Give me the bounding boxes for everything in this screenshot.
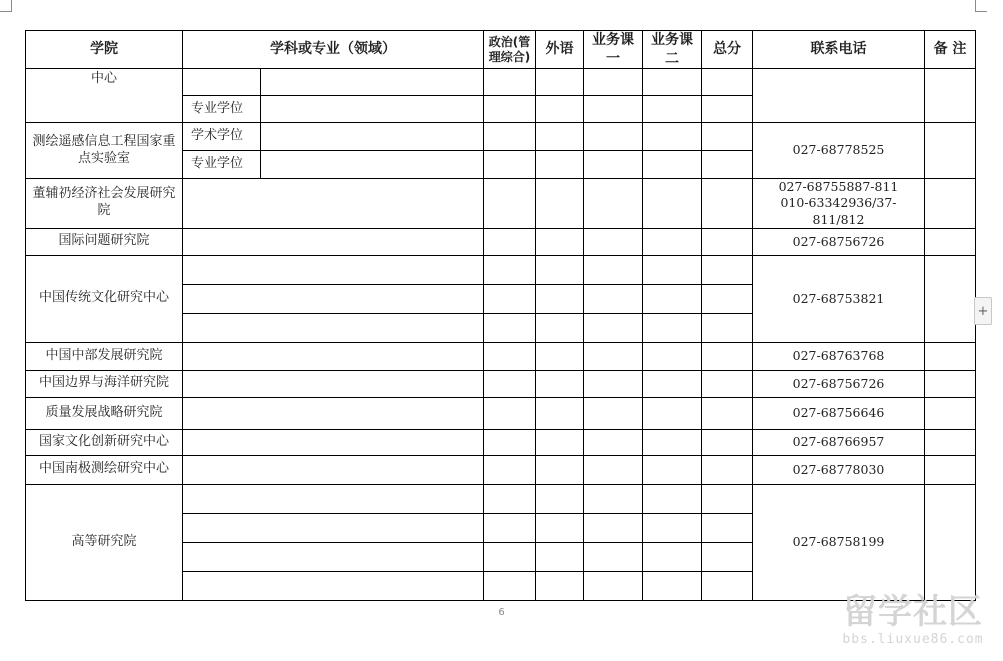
subject-cell — [261, 151, 484, 179]
header-phone: 联系电话 — [753, 31, 925, 69]
header-course2: 业务课二 — [643, 31, 702, 69]
table-row — [26, 342, 976, 370]
table-row — [26, 397, 976, 429]
header-subject: 学科或专业（领域） — [183, 31, 484, 69]
table-row — [26, 228, 976, 255]
watermark — [828, 592, 998, 658]
college-cell: 中国传统文化研究中心 — [26, 255, 183, 342]
phone-cell: 027-68756646 — [753, 397, 925, 429]
degree-cell: 专业学位 — [183, 96, 261, 123]
header-politics: 政治(管理综合) — [484, 31, 536, 69]
college-cell: 国际问题研究院 — [26, 228, 183, 255]
add-comment-button[interactable]: + — [974, 297, 992, 325]
table-header-row — [26, 31, 976, 69]
subject-cell — [183, 255, 484, 284]
phone-line: 010-63342936/37-811/812 — [780, 195, 897, 227]
degree-cell — [183, 69, 261, 96]
table-row — [26, 484, 976, 513]
college-cell: 中心 — [26, 69, 183, 123]
header-course1: 业务课一 — [584, 31, 643, 69]
subject-cell — [183, 571, 484, 600]
subject-cell — [183, 284, 484, 313]
page-corner-mark — [975, 0, 976, 12]
phone-cell: 027-68753821 — [753, 255, 925, 342]
remark-cell — [925, 484, 976, 600]
phone-cell: 027-68766957 — [753, 429, 925, 455]
remark-cell — [925, 69, 976, 123]
header-college: 学院 — [26, 31, 183, 69]
subject-cell — [183, 513, 484, 542]
table-row — [26, 370, 976, 397]
remark-cell — [925, 397, 976, 429]
remark-cell — [925, 342, 976, 370]
college-cell: 中国中部发展研究院 — [26, 342, 183, 370]
table-row — [26, 179, 976, 229]
header-remark: 备 注 — [925, 31, 976, 69]
phone-cell — [753, 179, 925, 229]
header-total: 总分 — [702, 31, 753, 69]
subject-cell — [183, 228, 484, 255]
score-table — [25, 30, 976, 601]
phone-cell: 027-68756726 — [753, 228, 925, 255]
subject-cell — [183, 542, 484, 571]
degree-cell: 学术学位 — [183, 123, 261, 151]
subject-cell — [183, 313, 484, 342]
phone-line: 027-68755887-811 — [778, 179, 899, 194]
subject-cell — [183, 370, 484, 397]
page-corner-mark — [975, 11, 987, 12]
college-cell: 质量发展战略研究院 — [26, 397, 183, 429]
phone-cell: 027-68778030 — [753, 455, 925, 484]
college-cell: 董辅礽经济社会发展研究院 — [26, 179, 183, 229]
subject-cell — [261, 96, 484, 123]
table-row — [26, 123, 976, 151]
page-corner-mark — [11, 0, 12, 12]
subject-cell — [183, 179, 484, 229]
remark-cell — [925, 370, 976, 397]
college-cell: 中国南极测绘研究中心 — [26, 455, 183, 484]
college-cell: 高等研究院 — [26, 484, 183, 600]
header-foreign-language: 外语 — [536, 31, 584, 69]
watermark-main: 留学社区 — [843, 592, 983, 632]
phone-cell: 027-68758199 — [753, 484, 925, 600]
phone-cell: 027-68763768 — [753, 342, 925, 370]
remark-cell — [925, 255, 976, 342]
phone-cell: 027-68756726 — [753, 370, 925, 397]
watermark-url: bbs.liuxue86.com — [842, 632, 984, 647]
subject-cell — [183, 429, 484, 455]
table-row — [26, 69, 976, 96]
subject-cell — [183, 455, 484, 484]
phone-cell: 027-68778525 — [753, 123, 925, 179]
remark-cell — [925, 179, 976, 229]
college-cell: 测绘遥感信息工程国家重点实验室 — [26, 123, 183, 179]
remark-cell — [925, 123, 976, 179]
college-cell: 国家文化创新研究中心 — [26, 429, 183, 455]
college-cell: 中国边界与海洋研究院 — [26, 370, 183, 397]
degree-cell: 专业学位 — [183, 151, 261, 179]
subject-cell — [183, 342, 484, 370]
table-row — [26, 455, 976, 484]
subject-cell — [183, 397, 484, 429]
table-row — [26, 255, 976, 284]
subject-cell — [261, 123, 484, 151]
page-number: 6 — [498, 607, 505, 618]
subject-cell — [183, 484, 484, 513]
subject-cell — [261, 69, 484, 96]
table-row — [26, 429, 976, 455]
remark-cell — [925, 429, 976, 455]
phone-cell — [753, 69, 925, 123]
remark-cell — [925, 455, 976, 484]
remark-cell — [925, 228, 976, 255]
